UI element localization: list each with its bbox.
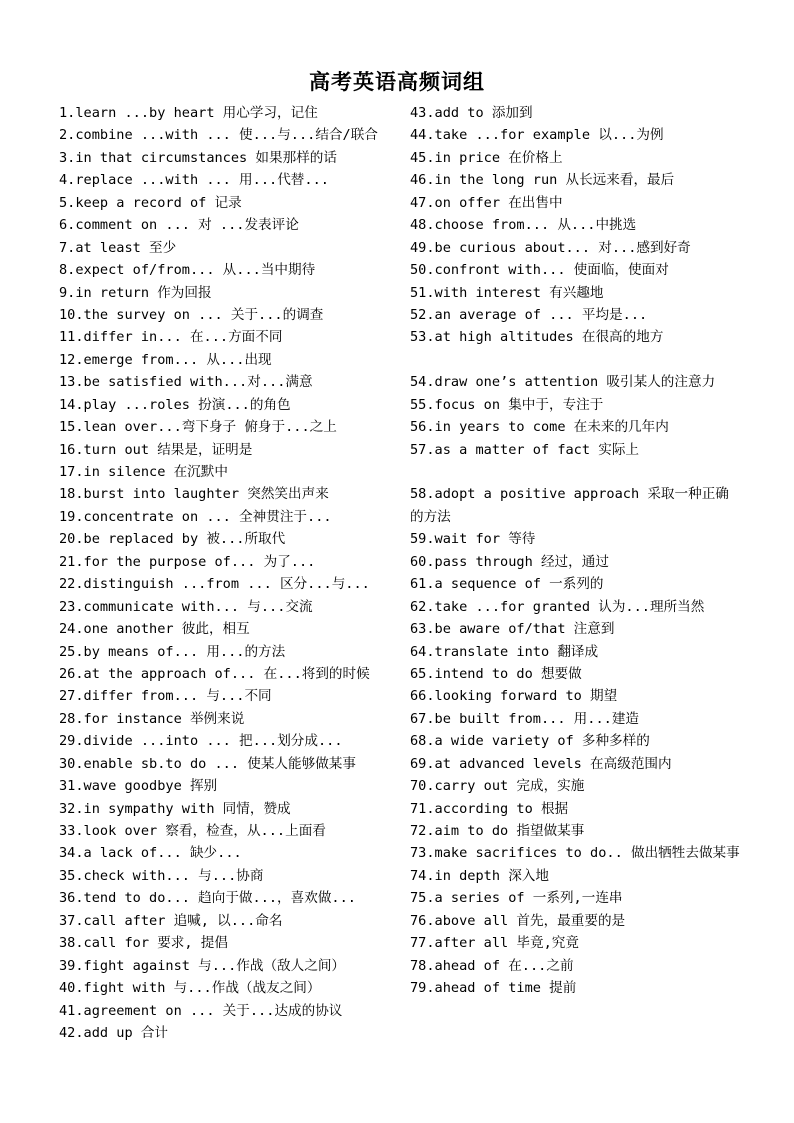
phrase-item: 4.replace ...with ... 用...代替... (59, 172, 329, 189)
phrase-item: 1.learn ...by heart 用心学习，记住 (59, 105, 318, 121)
phrase-item: 36.tend to do... 趋向于做...，喜欢做... (59, 890, 356, 907)
phrase-item: 12.emerge from... 从...出现 (59, 351, 272, 368)
phrase-item: 43.add to 添加到 (410, 105, 533, 121)
phrase-item: 41.agreement on ... 关于...达成的协议 (59, 1002, 343, 1019)
left-phrase-column (59, 102, 404, 1044)
phrase-item: 78.ahead of 在...之前 (410, 957, 574, 974)
phrase-item: 39.fight against 与...作战（敌人之间） (59, 957, 346, 974)
phrase-item: 57.as a matter of fact 实际上 (410, 441, 640, 458)
phrase-item: 42.add up 合计 (59, 1024, 169, 1041)
phrase-item: 37.call after 追喊, 以...命名 (59, 912, 283, 929)
phrase-item: 68.a wide variety of 多种多样的 (410, 733, 650, 750)
phrase-item: 38.call for 要求, 提倡 (59, 935, 228, 952)
phrase-item (410, 349, 740, 371)
right-phrase-column (410, 102, 740, 1000)
phrase-item: 67.be built from... 用...建造 (410, 710, 640, 727)
phrase-item: 32.in sympathy with 同情，赞成 (59, 800, 291, 817)
phrase-item: 31.wave goodbye 挥别 (59, 778, 218, 795)
phrase-item: 33.look over 察看，检查，从...上面看 (59, 823, 326, 839)
phrase-item: 18.burst into laughter 突然笑出声来 (59, 486, 329, 503)
phrase-item: 76.above all 首先，最重要的是 (410, 912, 626, 929)
phrase-item: 72.aim to do 指望做某事 (410, 823, 585, 840)
phrase-item: 24.one another 彼此，相互 (59, 621, 250, 638)
phrase-item: 11.differ in... 在...方面不同 (59, 329, 283, 346)
phrase-item: 59.wait for 等待 (410, 531, 536, 548)
phrase-item: 26.at the approach of... 在...将到的时候 (59, 665, 370, 682)
phrase-item (410, 461, 740, 483)
phrase-item: 27.differ from... 与...不同 (59, 688, 272, 705)
phrase-item: 56.in years to come 在未来的几年内 (410, 419, 669, 436)
phrase-item: 73.make sacrifices to do.. 做出牺牲去做某事 (410, 845, 740, 862)
phrase-item: 2.combine ...with ... 使...与...结合/联合 (59, 127, 378, 144)
phrase-item: 62.take ...for granted 认为...理所当然 (410, 598, 705, 615)
phrase-item: 10.the survey on ... 关于...的调查 (59, 306, 324, 323)
phrase-item: 14.play ...roles 扮演...的角色 (59, 396, 291, 413)
phrase-item: 13.be satisfied with...对...满意 (59, 374, 313, 391)
phrase-item: 58.adopt a positive approach 采取一种正确的方法 (410, 486, 729, 525)
phrase-item: 6.comment on ... 对 ...发表评论 (59, 217, 299, 234)
phrase-item: 7.at least 至少 (59, 239, 177, 256)
phrase-item: 30.enable sb.to do ... 使某人能够做某事 (59, 755, 356, 772)
phrase-item: 71.according to 根据 (410, 800, 569, 817)
phrase-item: 29.divide ...into ... 把...划分成... (59, 733, 343, 750)
phrase-item: 3.in that circumstances 如果那样的话 (59, 149, 337, 166)
phrase-item: 46.in the long run 从长远来看，最后 (410, 172, 675, 189)
phrase-item: 15.lean over...弯下身子 俯身于...之上 (59, 419, 337, 436)
phrase-item: 5.keep a record of 记录 (59, 194, 242, 211)
phrase-item: 54.draw one’s attention 吸引某人的注意力 (410, 374, 716, 391)
phrase-item: 17.in silence 在沉默中 (59, 464, 228, 480)
phrase-item: 47.on offer 在出售中 (410, 194, 563, 211)
phrase-item: 45.in price 在价格上 (410, 149, 563, 166)
page-title: 高考英语高频词组 (309, 69, 485, 94)
phrase-item: 34.a lack of... 缺少... (59, 845, 242, 862)
phrase-item: 25.by means of... 用...的方法 (59, 643, 286, 660)
phrase-item: 55.focus on 集中于，专注于 (410, 396, 604, 413)
phrase-item: 75.a series of 一系列,一连串 (410, 890, 623, 907)
phrase-item: 49.be curious about... 对...感到好奇 (410, 239, 691, 256)
phrase-item: 66.looking forward to 期望 (410, 688, 618, 705)
phrase-item: 48.choose from... 从...中挑选 (410, 217, 637, 234)
phrase-item: 35.check with... 与...协商 (59, 867, 264, 884)
phrase-item: 28.for instance 举例来说 (59, 710, 245, 727)
phrase-item: 70.carry out 完成，实施 (410, 778, 585, 795)
phrase-item: 44.take ...for example 以...为例 (410, 127, 664, 144)
phrase-item: 40.fight with 与...作战（战友之间） (59, 980, 321, 997)
phrase-item: 63.be aware of/that 注意到 (410, 621, 615, 638)
phrase-item: 69.at advanced levels 在高级范围内 (410, 755, 672, 772)
phrase-item: 61.a sequence of 一系列的 (410, 576, 604, 593)
phrase-item: 52.an average of ... 平均是... (410, 306, 648, 323)
phrase-item: 51.with interest 有兴趣地 (410, 284, 604, 301)
phrase-item: 8.expect of/from... 从...当中期待 (59, 262, 316, 279)
phrase-item: 74.in depth 深入地 (410, 867, 549, 884)
phrase-item: 64.translate into 翻译成 (410, 643, 599, 660)
phrase-item: 53.at high altitudes 在很高的地方 (410, 329, 664, 346)
phrase-item: 16.turn out 结果是，证明是 (59, 441, 253, 458)
phrase-item: 50.confront with... 使面临，使面对 (410, 262, 669, 279)
phrase-item: 77.after all 毕竟,究竟 (410, 935, 579, 952)
phrase-item: 65.intend to do 想要做 (410, 665, 582, 682)
phrase-item: 20.be replaced by 被...所取代 (59, 531, 286, 548)
phrase-item: 79.ahead of time 提前 (410, 980, 577, 997)
phrase-item: 9.in return 作为回报 (59, 284, 212, 301)
phrase-item: 21.for the purpose of... 为了... (59, 553, 316, 570)
phrase-item: 19.concentrate on ... 全神贯注于... (59, 508, 332, 525)
phrase-item: 23.communicate with... 与...交流 (59, 598, 313, 615)
phrase-item: 22.distinguish ...from ... 区分...与... (59, 576, 370, 593)
phrase-item: 60.pass through 经过，通过 (410, 553, 609, 570)
